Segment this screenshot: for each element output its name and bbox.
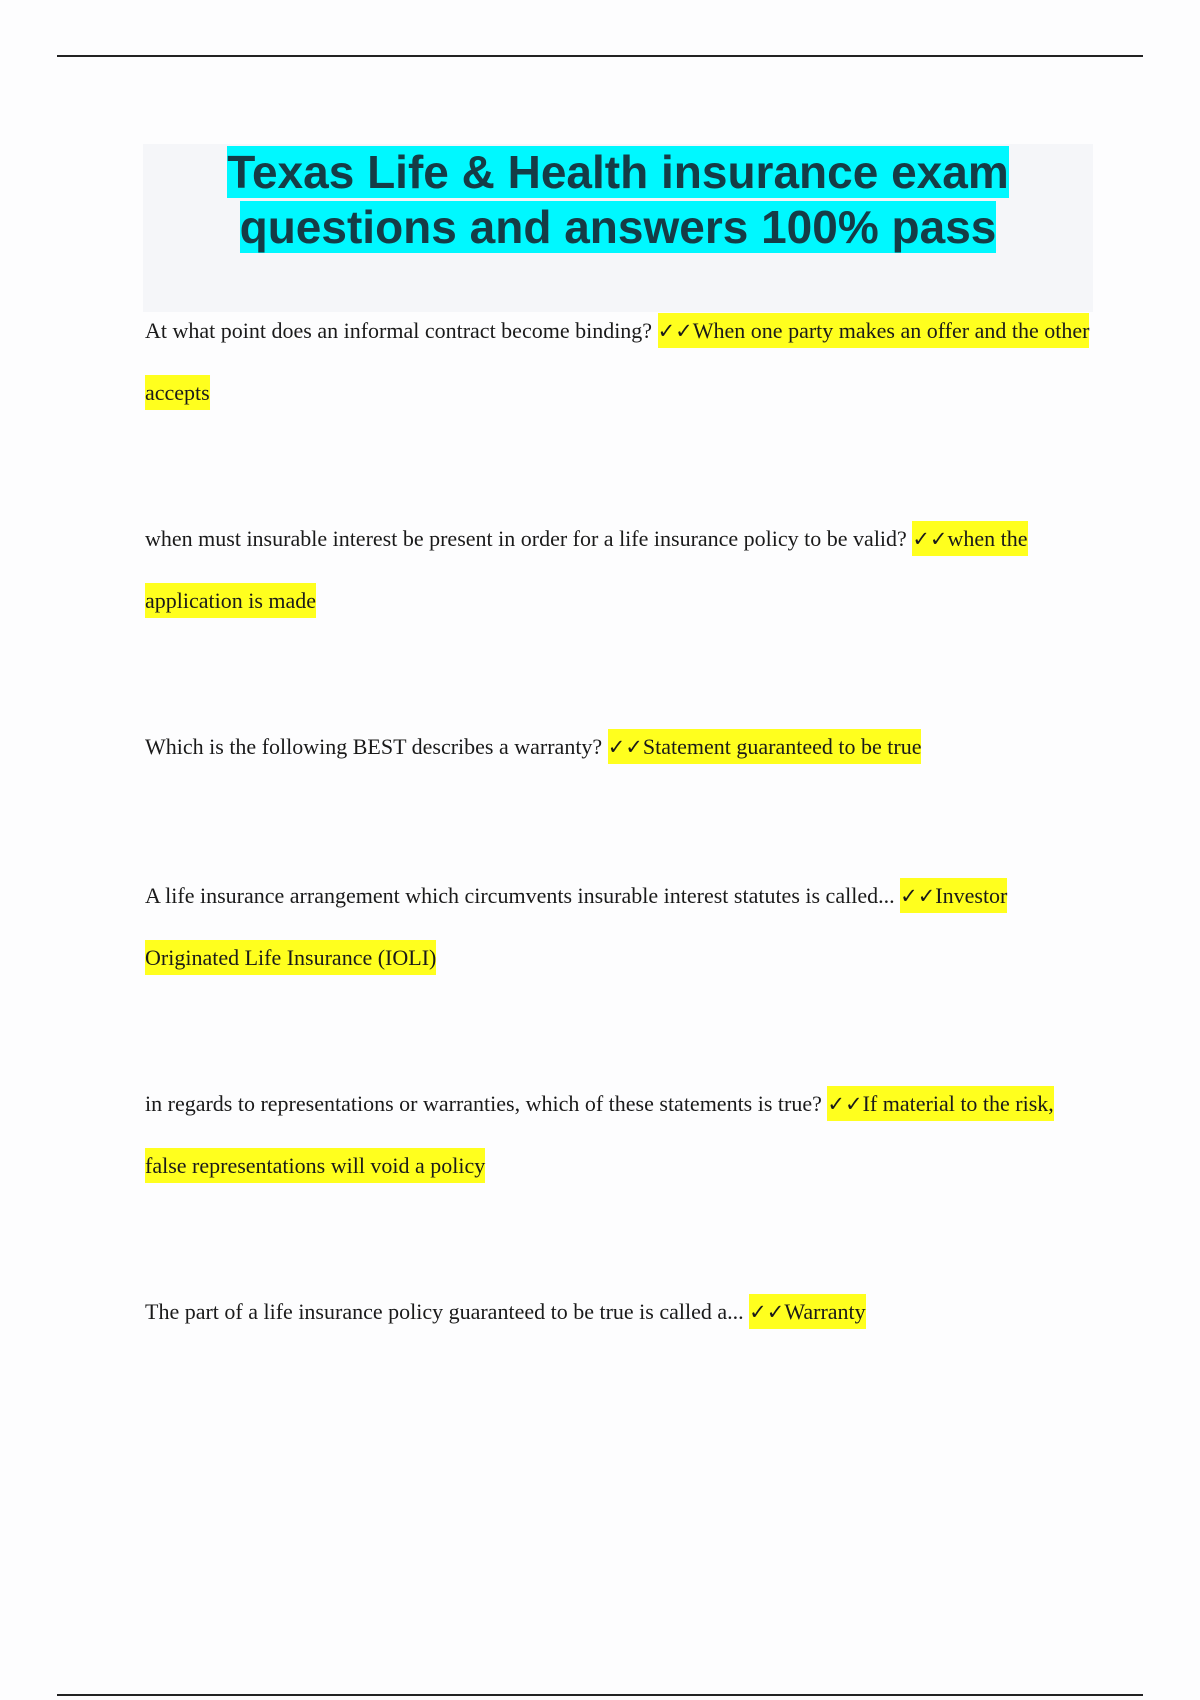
answer-text: Investor Originated Life Insurance (IOLI) <box>145 883 1008 970</box>
answer-text: When one party makes an offer and the other accepts <box>145 318 1090 405</box>
qa-item <box>145 865 1095 988</box>
answer-text: Statement guaranteed to be true <box>642 734 922 759</box>
highlighted-answer <box>608 729 922 764</box>
footer-rule <box>57 1694 1143 1696</box>
highlighted-answer <box>749 1294 866 1329</box>
question-text: Which is the following BEST describes a warranty? <box>145 734 603 759</box>
qa-item <box>145 1281 1095 1343</box>
title-block <box>143 144 1093 312</box>
question-text: A life insurance arrangement which circumvents insurable interest statutes is called... <box>145 883 895 908</box>
header-rule <box>57 55 1143 57</box>
check-icon: ✓✓ <box>912 527 948 551</box>
qa-item <box>145 1073 1095 1196</box>
check-icon: ✓✓ <box>607 735 643 759</box>
answer-text: Warranty <box>784 1299 866 1324</box>
check-icon: ✓✓ <box>657 319 693 343</box>
qa-item <box>145 300 1095 423</box>
question-text: At what point does an informal contract become binding? <box>145 318 653 343</box>
page-title: Texas Life & Health insurance exam questions and answers 100% pass <box>227 146 1009 253</box>
question-text: when must insurable interest be present in order for a life insurance policy to be valid? <box>145 526 907 551</box>
check-icon: ✓✓ <box>900 884 936 908</box>
answer-text: If material to the risk, false representations will void a policy <box>145 1091 1054 1178</box>
answer-text: when the application is made <box>145 526 1028 613</box>
question-text: in regards to representations or warranties, which of these statements is true? <box>145 1091 822 1116</box>
qa-item <box>145 508 1095 631</box>
check-icon: ✓✓ <box>827 1092 863 1116</box>
check-icon: ✓✓ <box>749 1300 785 1324</box>
question-text: The part of a life insurance policy guaranteed to be true is called a... <box>145 1299 744 1324</box>
qa-item <box>145 716 1095 778</box>
